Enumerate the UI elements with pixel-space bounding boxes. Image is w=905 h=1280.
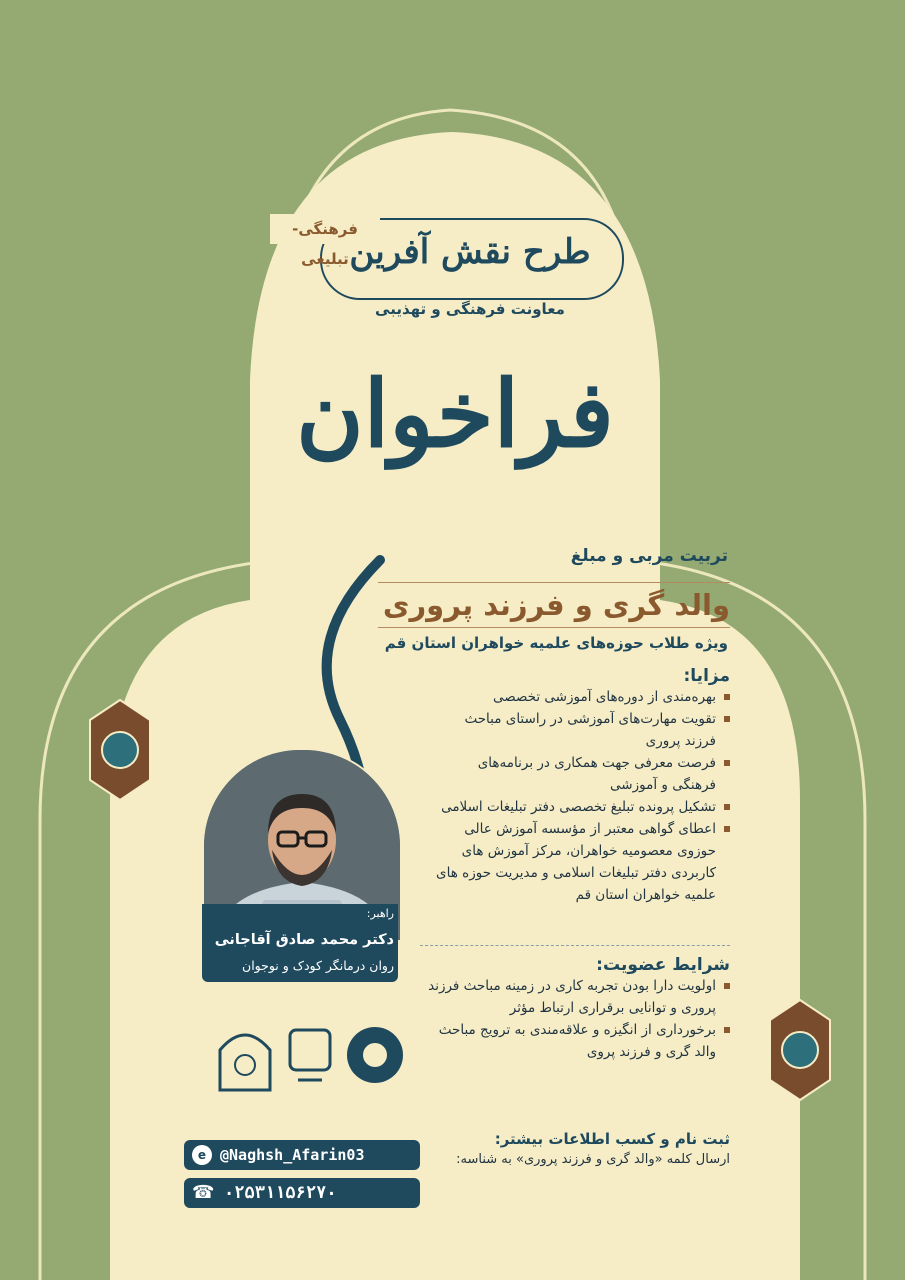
- benefits-section: [430, 666, 730, 906]
- course-pre-title: تربیت مربی و مبلغ: [570, 546, 728, 566]
- partner-logo-1: [220, 1035, 270, 1090]
- benefits-title: مزایا:: [683, 666, 730, 686]
- conditions-section: [420, 955, 730, 1063]
- benefits-list: [430, 686, 730, 906]
- headline: فراخوان: [296, 360, 614, 468]
- course-audience: ویژه طلاب حوزه‌های علمیه خواهران استان قم: [384, 634, 728, 652]
- registration-title: ثبت نام و کسب اطلاعات بیشتر:: [494, 1130, 730, 1148]
- instructor-name: دکتر محمد صادق آقاجانی: [214, 932, 394, 948]
- handle-text: @Naghsh_Afarin03: [220, 1146, 365, 1164]
- logo-subtitle: معاونت فرهنگی و تهذیبی: [375, 300, 565, 318]
- benefit-item: فرصت معرفی جهت همکاری در برنامه‌های فرهنگی و آموزشی: [430, 752, 730, 796]
- condition-item: برخورداری از انگیزه و علاقه‌مندی به ترویج مباحث والد گری و فرزند پروی: [420, 1019, 730, 1063]
- ornament-right: [770, 1000, 830, 1100]
- handle-pill[interactable]: [184, 1140, 420, 1170]
- partner-logo-2: [290, 1030, 330, 1080]
- instructor-role: روان درمانگر کودک و نوجوان: [242, 958, 394, 973]
- phone-pill[interactable]: [184, 1178, 420, 1208]
- section-divider: [420, 945, 730, 946]
- logo-title: طرح نقش آفرین: [349, 232, 591, 272]
- phone-text: ۰۲۵۳۱۱۵۶۲۷۰: [224, 1183, 337, 1203]
- conditions-list: [420, 975, 730, 1063]
- instructor-label: راهبر:: [366, 907, 394, 920]
- benefit-item: بهره‌مندی از دوره‌های آموزشی تخصصی: [430, 686, 730, 708]
- benefit-item: تشکیل پرونده تبلیغ تخصصی دفتر تبلیغات اسلامی: [430, 796, 730, 818]
- registration-instruction: ارسال کلمه «والد گری و فرزند پروری» به شناسه:: [456, 1152, 730, 1167]
- conditions-title: شرایط عضویت:: [596, 955, 730, 975]
- eitaa-icon: e: [192, 1145, 212, 1165]
- benefit-item: تقویت مهارت‌های آموزشی در راستای مباحث فرزند پروری: [430, 708, 730, 752]
- course-title: والد گری و فرزند پروری: [378, 582, 730, 628]
- partner-logo-3: [347, 1027, 403, 1083]
- benefit-item: اعطای گواهی معتبر از مؤسسه آموزش عالی حوزوی معصومیه خواهران، مرکز آموزش های کاربردی دفتر تبلیغات اسلامی و مدیریت حوزه های علمیه خواهران استان قم: [430, 818, 730, 906]
- ornament-left: [90, 700, 150, 800]
- phone-icon: ☎: [192, 1182, 215, 1203]
- partner-logos: [210, 1010, 410, 1110]
- condition-item: اولویت دارا بودن تجربه کاری در زمینه مباحث فرزند پروری و توانایی برقراری ارتباط مؤثر: [420, 975, 730, 1019]
- logo-tag: فرهنگی-تبلیغی: [270, 214, 380, 244]
